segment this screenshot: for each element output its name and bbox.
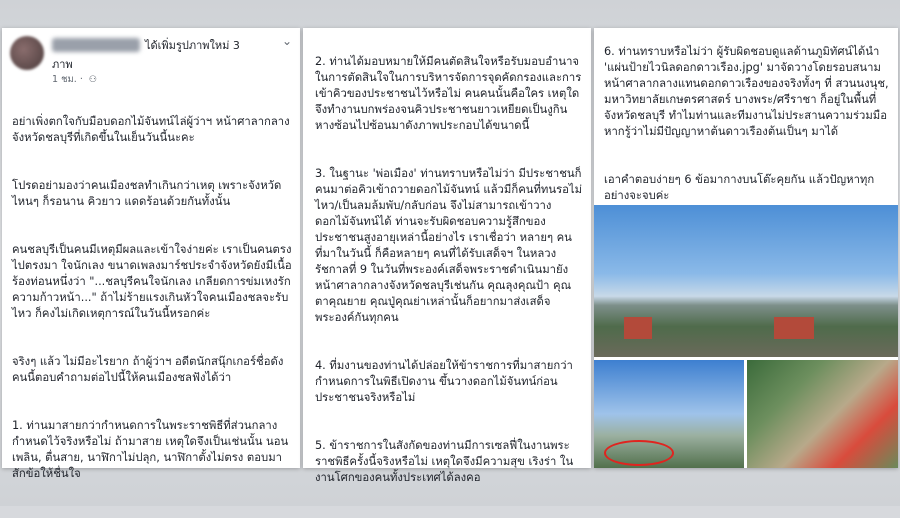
paragraph: 6. ท่านทราบหรือไม่ว่า ผู้รับผิดชอบดูแลด้านภูมิทัศน์ได้นำ 'แผ่นป้ายไวนิลดอกดาวเรือง.jpg' มาจัดวางโดยรอบสนามหน้าศาลากลางแทนดอกดาวเรืองของจริงทั้งๆ ที่ สวนนงนุช, มหาวิทยาลัยเกษตรศาสตร์ บางพระ/ศรีราชา ก็อยู่ในพื้นที่จังหวัดชลบุรี ทำไมท่านและทีมงานไม่ประสานความร่วมมือหากรู้ว่าไม่มีปัญญาหาต้นดาวเรืองต้นเป็นๆ มาได้ [604,45,889,138]
avatar[interactable] [10,36,44,70]
post-body-col1 [12,98,292,514]
post-body-col2 [315,38,583,518]
paragraph: อย่าเพิ่งตกใจกับมือบดอกไม้จันทน์ไล่ผู้ว่าฯ หน้าศาลากลางจังหวัดชลบุรีที่เกิดขึ้นในเย็นวันนี้นะคะ [12,115,290,144]
highlight-circle [604,440,674,466]
post-time[interactable]: 1 ชม. · [52,74,83,85]
building-shape [774,317,814,339]
paragraph: 2. ท่านได้มอบหมายให้มีคนตัดสินใจหรือรับมอบอำนาจในการตัดสินใจในการบริหารจัดการจุดคัดกรองและการเข้าคิวของประชาชนไว้หรือไม่ คนคนนั้นคือใคร เหตุใดจึงทำงานบกพร่องจนคิวประชาชนยาวเหยียดเป็นงูกินหางซ้อนไปซ้อนมาดังภาพประกอบได้ขนาดนี้ [315,55,582,132]
photo-grid [594,205,898,468]
post-action-text: ได้เพิ่มรูปภาพใหม่ 3 [145,39,240,52]
post-header [2,28,300,98]
paragraph: 4. ที่มงานของท่านได้ปล่อยให้ข้าราชการที่มาสายกว่ากำหนดการในพิธีเปิดงาน ขึ้นวางดอกไม้จันทน์ก่อนประชาชนจริงหรือไม่ [315,359,573,404]
post-meta [52,72,97,87]
photo-aerial-hall[interactable] [747,360,898,468]
post-action-text-cont: ภาพ [52,58,73,71]
photo-aerial-city[interactable] [594,205,898,357]
paragraph: โปรดอย่ามองว่าคนเมืองชลทำเกินกว่าเหตุ เพราะจังหวัดไหนๆ ก็รอนาน คิวยาว แดดร้อนด้วยกันทั้งนั้น [12,179,282,208]
paragraph: 3. ในฐานะ 'พ่อเมือง' ท่านทราบหรือไม่ว่า มีประชาชนก็คนมาต่อคิวเข้าถวายดอกไม้จันทน์ แล้วมีก็คนที่ทนรอไม่ไหว/เป็นลมล้มพับ/กลับก่อน จึงไม่สามารถเข้าวางดอกไม้จันทน์ได้ ท่านจะรับผิดชอบความรู้สึกของประชาชนสูงอายุเหล่านี้อย่างไร เราเชื่อว่า หลายๆ คนที่มาในวันนี้ ก็คือหลายๆ คนที่ได้รับเสด็จฯ ในหลวงรัชกาลที่ 9 ในวันที่พระองค์เสด็จพระราชดำเนินมายังหน้าศาลากลางจังหวัดชลบุรีเช่นกัน คุณลุงคุณป้า คุณตาคุณยาย คุณปู่คุณย่าเหล่านั้นก็อยากมาส่งเสด็จพระองค์กันทุกคน [315,167,583,324]
paragraph: 5. ข้าราชการในสังกัดของท่านมีการเซลฟี่ในงานพระราชพิธีครั้งนี้จริงหรือไม่ เหตุใดจึงมีความสุข เริงร่า ในงานโศกของคนทั้งประเทศได้ลงคอ [315,439,574,484]
chevron-down-icon[interactable]: ⌄ [281,34,292,48]
blurred-author-name[interactable] [52,38,140,52]
paragraph: จริงๆ แล้ว ไม่มีอะไรยาก ถ้าผู้ว่าฯ อดีตนักสนุ๊กเกอร์ชื่อดังคนนี้ตอบคำถามต่อไปนี้ให้คนเมืองชลฟังได้ว่า [12,355,284,384]
post-panel-1 [2,28,300,480]
paragraph: เอาคำตอบง่ายๆ 6 ข้อมากางบนโต๊ะคุยกัน แล้วปัญหาทุกอย่างจะจบค่ะ [604,173,875,202]
paragraph: 1. ท่านมาสายกว่ากำหนดการในพระราชพิธีที่ส่วนกลางกำหนดไว้จริงหรือไม่ ถ้ามาสาย เหตุใดจึงเป็นเช่นนั้น นอนเพลิน, ตื่นสาย, นาฬิกาไม่ปลุก, นาฬิกาตั้งไม่ตรง ตอบมาสักข้อให้ชื่นใจ [12,419,289,480]
building-shape [624,317,652,339]
post-panel-2 [303,28,591,484]
photo-crowd-street[interactable] [594,360,744,468]
post-panel-3 [594,28,898,468]
paragraph: คนชลบุรีเป็นคนมีเหตุมีผลและเข้าใจง่ายค่ะ เราเป็นคนตรงไปตรงมา ใจนักเลง ขนาดเพลงมาร์ชประจำจังหวัดยังมีเนื้อร้องท่อนหนึ่งว่า "...ชลบุรีคนใจนักเลง เกลียดการข่มเหงรักความก้าวหน้า..." ถ้าไม่ร้ายแรงเกินหัวใจคนเมืองชลจะรับไหว ก็คงไม่เกิดเหตุการณ์ในวันนี้หรอกค่ะ [12,243,292,320]
friends-icon: ⚇ [88,75,97,85]
